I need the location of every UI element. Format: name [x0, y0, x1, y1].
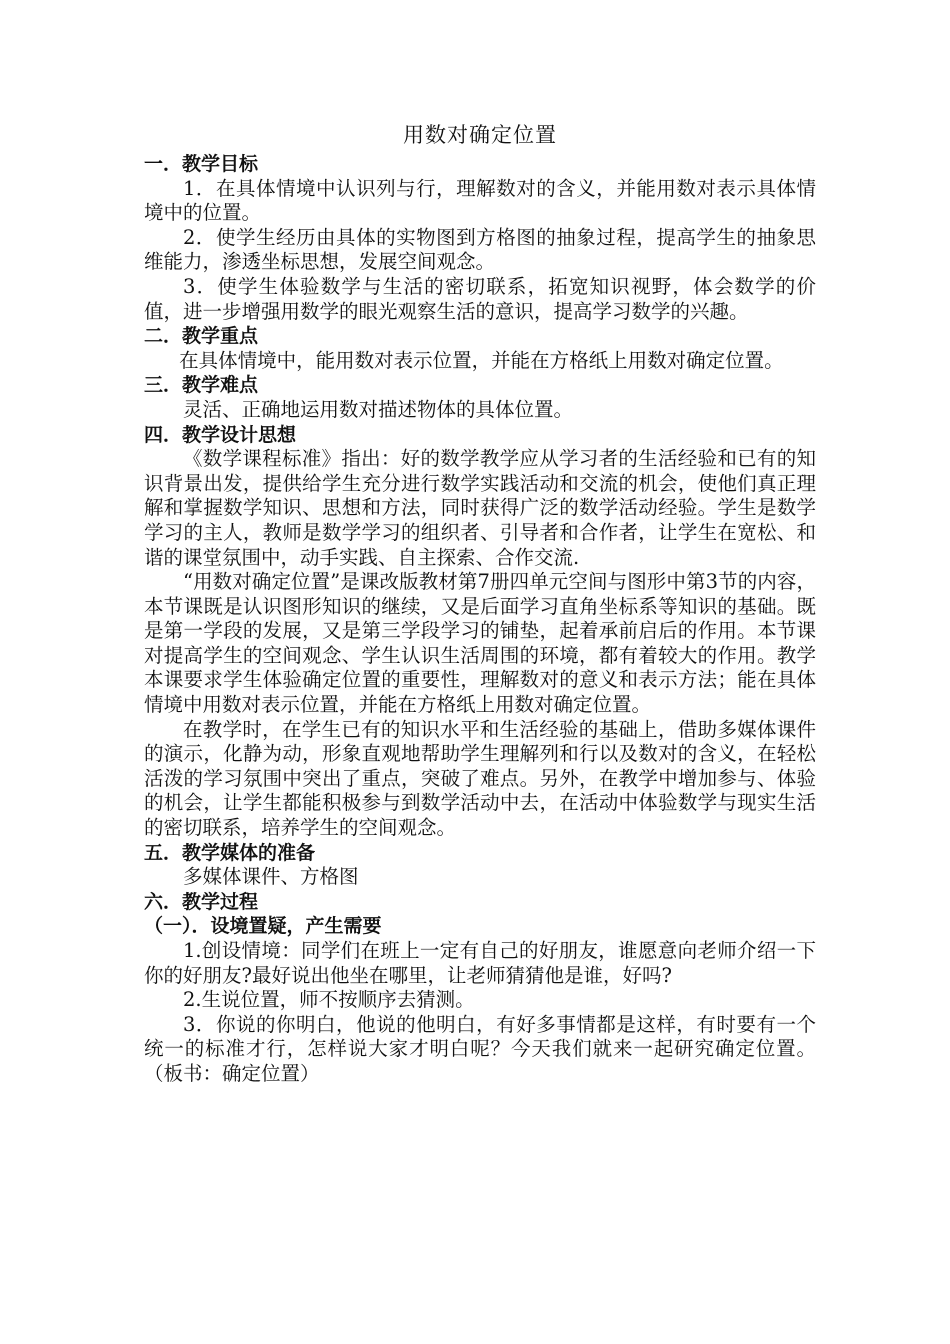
- paragraph: 《数学课程标准》指出：好的数学教学应从学习者的生活经验和已有的知识背景出发，提供给学生充分进行数学实践活动和交流的机会，使他们真正理解和掌握数学知识、思想和方法，同时获得广泛的数学活动经验。学生是数学学习的主人，教师是数学学习的组织者、引导者和合作者，让学生在宽松、和谐的课堂氛围中，动手实践、自主探索、合作交流.: [144, 447, 816, 569]
- paragraph: 1.创设情境：同学们在班上一定有自己的好朋友，谁愿意向老师介绍一下你的好朋友?最好说出他坐在哪里，让老师猜猜他是谁，好吗?: [144, 939, 816, 987]
- section-heading-objectives: 一．教学目标: [144, 153, 259, 175]
- paragraph: 1．在具体情境中认识列与行，理解数对的含义，并能用数对表示具体情境中的位置。: [144, 176, 816, 225]
- section-heading-process: 六．教学过程: [144, 890, 259, 913]
- subsection-heading: （一）．设境置疑，产生需要: [144, 915, 382, 938]
- paragraph: 在教学时，在学生已有的知识水平和生活经验的基础上，借助多媒体课件的演示，化静为动，形象直观地帮助学生理解列和行以及数对的含义，在轻松活泼的学习氛围中突出了重点，突破了难点。另外，在教学中增加参与、体验的机会，让学生都能积极参与到数学活动中去，在活动中体验数学与现实生活的密切联系，培养学生的空间观念。: [144, 717, 816, 840]
- section-heading-media: 五．教学媒体的准备: [144, 841, 316, 864]
- paragraph: “用数对确定位置”是课改版教材第7册四单元空间与图形中第3节的内容，本节课既是认识图形知识的继续，又是后面学习直角坐标系等知识的基础。既是第一学段的发展，又是第三学段学习的铺垫，起着承前启后的作用。本节课对提高学生的空间观念、学生认识生活周围的环境，都有着较大的作用。教学本课要求学生体验确定位置的重要性，理解数对的意义和表示方法；能在具体情境中用数对表示位置，并能在方格纸上用数对确定位置。: [144, 570, 816, 717]
- section-heading-difficulties: 三．教学难点: [144, 374, 259, 397]
- document-body: [144, 120, 816, 1087]
- paragraph: 3．你说的你明白，他说的他明白，有好多事情都是这样，有时要有一个统一的标准才行，怎样说大家才明白呢？今天我们就来一起研究确定位置。（板书：确定位置）: [144, 1012, 816, 1085]
- paragraph: 2．使学生经历由具体的实物图到方格图的抽象过程，提高学生的抽象思维能力，渗透坐标思想，发展空间观念。: [144, 225, 816, 274]
- paragraph: 多媒体课件、方格图: [183, 865, 359, 889]
- document-title: 用数对确定位置: [403, 123, 557, 147]
- paragraph: 在具体情境中，能用数对表示位置，并能在方格纸上用数对确定位置。: [179, 348, 784, 372]
- paragraph: 灵活、正确地运用数对描述物体的具体位置。: [183, 397, 574, 421]
- paragraph: 3．使学生体验数学与生活的密切联系，拓宽知识视野，体会数学的价值，进一步增强用数学的眼光观察生活的意识，提高学习数学的兴趣。: [144, 274, 816, 323]
- section-heading-key-points: 二．教学重点: [144, 325, 259, 348]
- section-heading-design-ideas: 四．教学设计思想: [144, 423, 297, 446]
- paragraph: 2.生说位置，师不按顺序去猜测。: [183, 988, 475, 1012]
